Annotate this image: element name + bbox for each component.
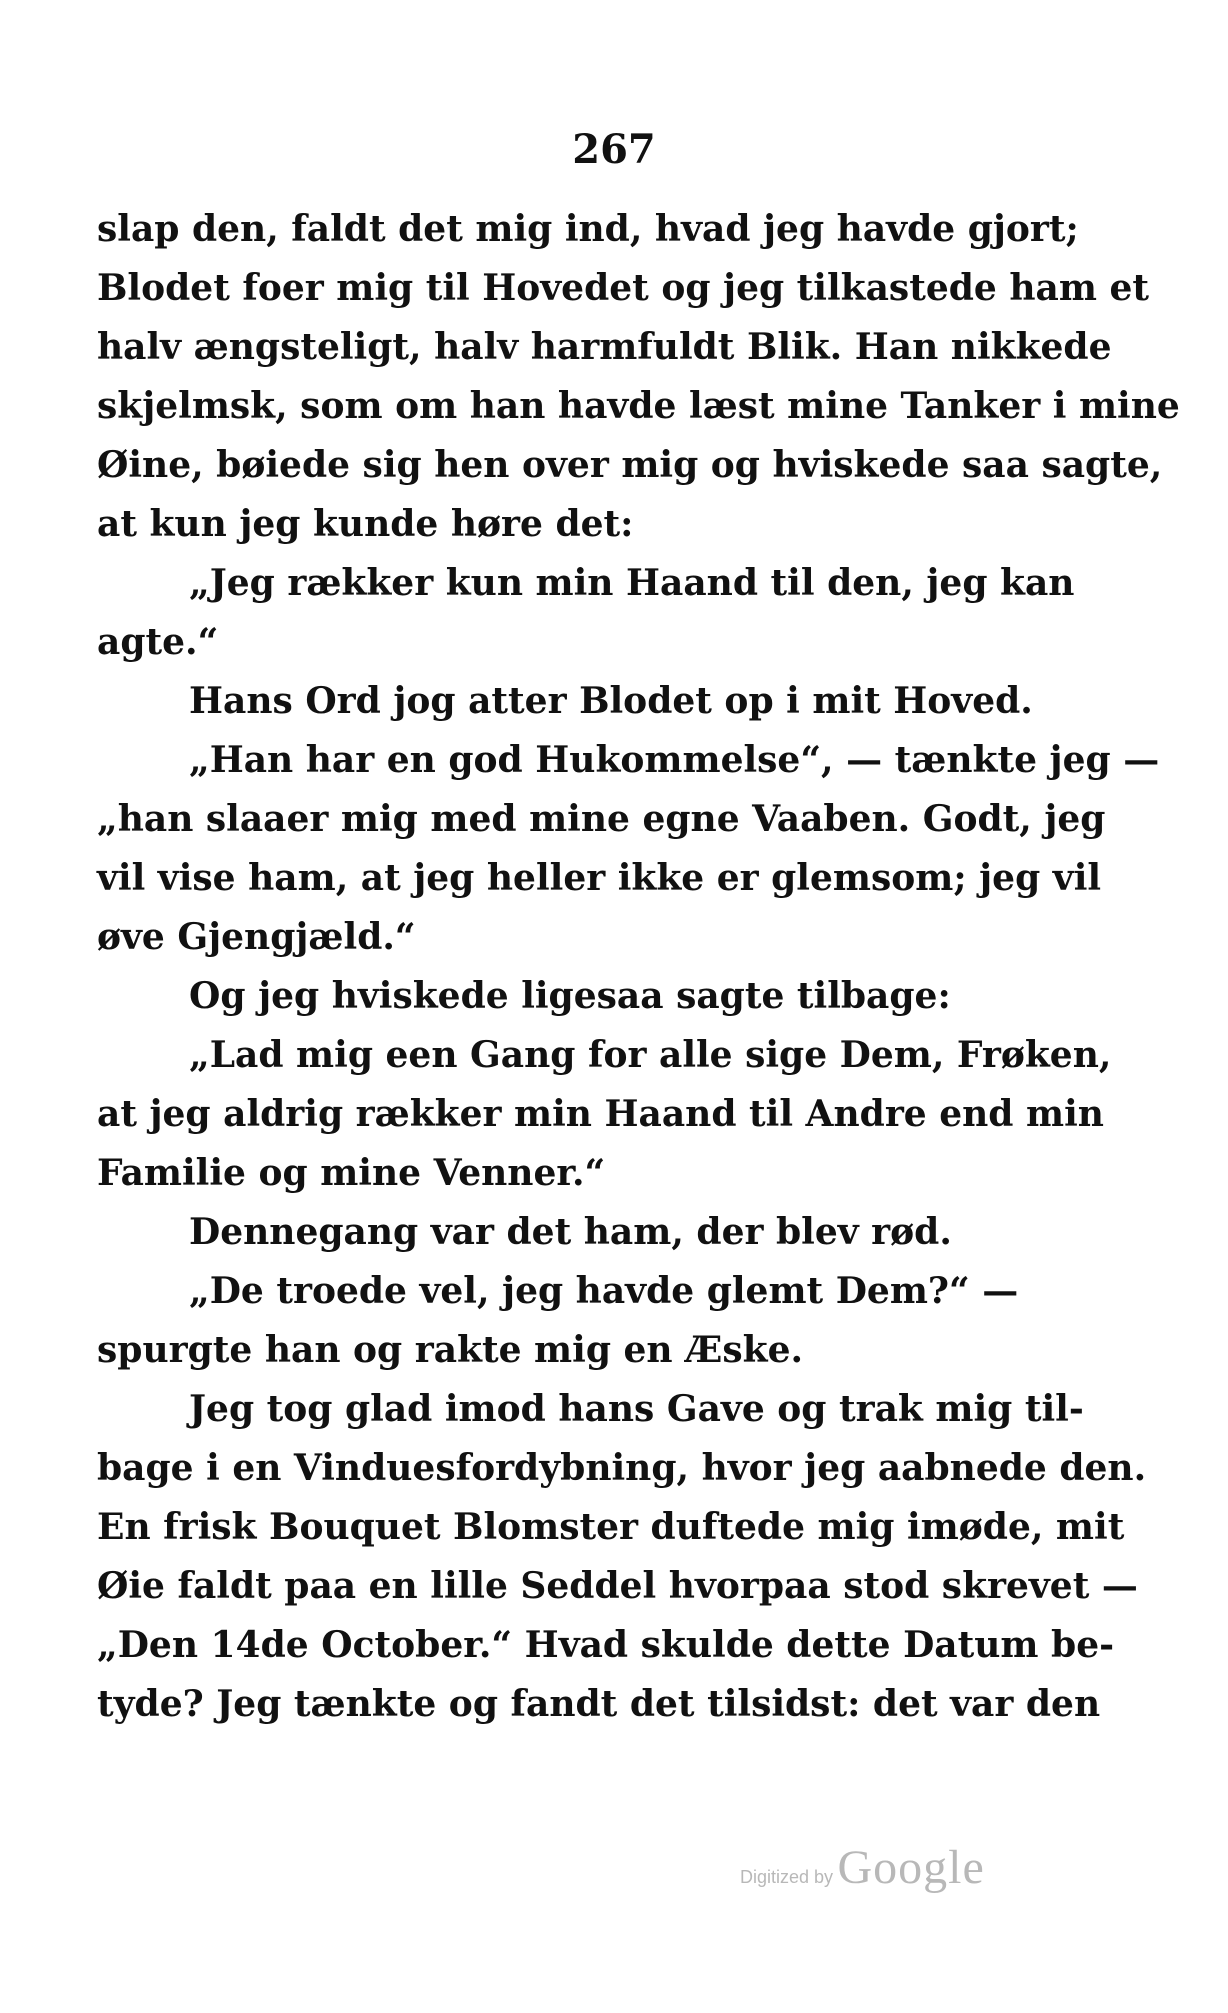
text-line: Familie og mine Venner.“ (97, 1152, 606, 1194)
text-line: spurgte han og rakte mig en Æske. (97, 1329, 804, 1371)
text-line: En frisk Bouquet Blomster duftede mig imøde, mit (97, 1506, 1125, 1548)
digitized-watermark (740, 1840, 985, 1895)
google-logo: Google (837, 1841, 985, 1894)
text-line: Og jeg hviskede ligesaa sagte tilbage: (189, 975, 951, 1017)
text-line: agte.“ (97, 621, 219, 663)
text-line: „Han har en god Hukommelse“, — tænkte jeg — (189, 739, 1160, 781)
text-line: „Jeg rækker kun min Haand til den, jeg kan (189, 562, 1075, 604)
text-line: „Lad mig een Gang for alle sige Dem, Frøken, (189, 1034, 1112, 1076)
text-line: halv ængsteligt, halv harmfuldt Blik. Han nikkede (97, 326, 1112, 368)
text-line: bage i en Vinduesfordybning, hvor jeg aabnede den. (97, 1447, 1147, 1489)
text-line: Øie faldt paa en lille Seddel hvorpaa stod skrevet — (97, 1565, 1138, 1607)
text-line: „han slaaer mig med mine egne Vaaben. Godt, jeg (97, 798, 1106, 840)
text-line: vil vise ham, at jeg heller ikke er glemsom; jeg vil (97, 857, 1102, 899)
text-line: Øine, bøiede sig hen over mig og hviskede saa sagte, (97, 444, 1163, 486)
text-line: tyde? Jeg tænkte og fandt det tilsidst: det var den (97, 1683, 1101, 1725)
text-line: Blodet foer mig til Hovedet og jeg tilkastede ham et (97, 267, 1149, 309)
text-line: Dennegang var det ham, der blev rød. (189, 1211, 952, 1253)
body-text (97, 200, 1180, 1734)
text-line: at kun jeg kunde høre det: (97, 503, 634, 545)
text-line: slap den, faldt det mig ind, hvad jeg havde gjort; (97, 208, 1079, 250)
page-number: 267 (572, 126, 656, 173)
text-line: „Den 14de October.“ Hvad skulde dette Datum be- (97, 1624, 1115, 1666)
text-line: „De troede vel, jeg havde glemt Dem?“ — (189, 1270, 1019, 1312)
text-line: skjelmsk, som om han havde læst mine Tanker i mine (97, 385, 1180, 427)
text-line: at jeg aldrig rækker min Haand til Andre end min (97, 1093, 1104, 1135)
watermark-prefix: Digitized by (740, 1867, 834, 1887)
text-line: Jeg tog glad imod hans Gave og trak mig til- (189, 1388, 1084, 1430)
text-line: Hans Ord jog atter Blodet op i mit Hoved. (189, 680, 1033, 722)
text-line: øve Gjengjæld.“ (97, 916, 416, 958)
